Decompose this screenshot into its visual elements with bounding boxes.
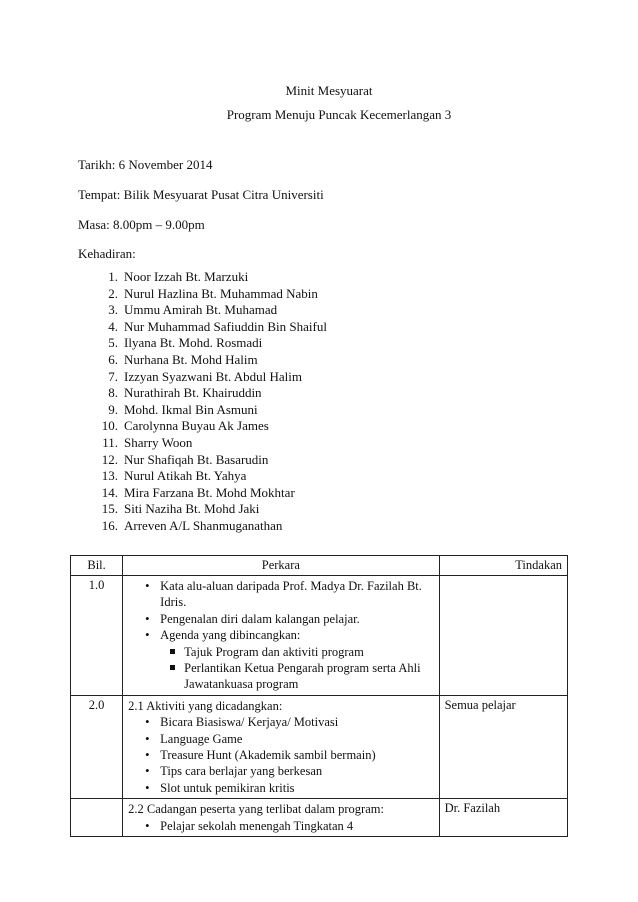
attendee-item: 11. Sharry Woon — [102, 434, 193, 450]
table-row — [71, 576, 568, 696]
header-bil: Bil. — [71, 556, 123, 576]
attendee-item: 8. Nurathirah Bt. Khairuddin — [108, 385, 262, 401]
row-number: 1.0 — [71, 576, 123, 696]
bullet-item: • Tips cara berlajar yang berkesan — [160, 763, 433, 779]
minutes-table — [70, 555, 568, 837]
bullet-item: • Kata alu-aluan daripada Prof. Madya Dr. Fazilah Bt. Idris. — [160, 578, 433, 611]
bullet-item: • Language Game — [160, 731, 433, 747]
attendee-item: 7. Izzyan Syazwani Bt. Abdul Halim — [108, 368, 302, 384]
attendee-item: 12. Nur Shafiqah Bt. Basarudin — [101, 451, 269, 467]
bullet-item: • Slot untuk pemikiran kritis — [160, 780, 433, 796]
attendee-item: 15. Siti Naziha Bt. Mohd Jaki — [101, 501, 260, 517]
attendee-item: 14. Mira Farzana Bt. Mohd Mokhtar — [101, 484, 295, 500]
header-perkara: Perkara — [123, 556, 439, 576]
attendee-item: 16. Arreven A/L Shanmuganathan — [101, 517, 283, 533]
sub-bullet-item: Perlantikan Ketua Pengarah program serta Ahli Jawatankuasa program — [184, 660, 433, 693]
attendee-list — [78, 269, 327, 535]
header-tindakan: Tindakan — [439, 556, 567, 576]
meeting-venue: Tempat: Bilik Mesyuarat Pusat Citra Universiti — [78, 187, 324, 202]
document-subtitle: Program Menuju Puncak Kecemerlangan 3 — [226, 107, 452, 122]
row-tindakan — [439, 576, 567, 696]
bullet-item: • Bicara Biasiswa/ Kerjaya/ Motivasi — [160, 714, 433, 730]
attendee-item: 1. Noor Izzah Bt. Marzuki — [108, 269, 249, 284]
table-row — [71, 799, 568, 837]
attendee-item: 10. Carolynna Buyau Ak James — [101, 418, 269, 434]
attendee-item: 4. Nur Muhammad Safiuddin Bin Shaiful — [108, 318, 327, 334]
table-header-row — [71, 556, 568, 576]
attendance-label: Kehadiran: — [78, 246, 136, 261]
attendee-item: 2. Nurul Hazlina Bt. Muhammad Nabin — [108, 285, 318, 301]
attendee-item: 5. Ilyana Bt. Mohd. Rosmadi — [108, 335, 263, 351]
attendee-item: 13. Nurul Atikah Bt. Yahya — [101, 468, 247, 484]
bullet-item: • Pengenalan diri dalam kalangan pelajar. — [160, 611, 433, 627]
row-perkara — [123, 695, 439, 798]
meeting-date: Tarikh: 6 November 2014 — [78, 157, 213, 172]
row-number: 2.0 — [71, 695, 123, 798]
bullet-item: • Agenda yang dibincangkan: Tajuk Program dan aktiviti program Perlantikan Ketua Pengarah program serta Ahli Jawatankuasa program — [160, 627, 433, 693]
attendee-item: 9. Mohd. Ikmal Bin Asmuni — [108, 401, 258, 417]
section-heading: 2.2 Cadangan peserta yang terlibat dalam program: — [128, 802, 384, 817]
table-row — [71, 695, 568, 798]
sub-bullet-item: Tajuk Program dan aktiviti program — [184, 644, 433, 660]
attendee-item: 6. Nurhana Bt. Mohd Halim — [108, 351, 258, 367]
row-perkara — [123, 576, 439, 696]
bullet-item: • Pelajar sekolah menengah Tingkatan 4 — [160, 818, 433, 834]
row-perkara — [123, 799, 439, 837]
meeting-time: Masa: 8.00pm – 9.00pm — [78, 217, 205, 232]
row-tindakan: Semua pelajar — [439, 695, 567, 798]
section-heading: 2.1 Aktiviti yang dicadangkan: — [128, 698, 283, 713]
row-number — [71, 799, 123, 837]
attendee-item: 3. Ummu Amirah Bt. Muhamad — [108, 302, 278, 318]
document-title: Minit Mesyuarat — [285, 83, 373, 98]
row-tindakan: Dr. Fazilah — [439, 799, 567, 837]
bullet-item: • Treasure Hunt (Akademik sambil bermain) — [160, 747, 433, 763]
